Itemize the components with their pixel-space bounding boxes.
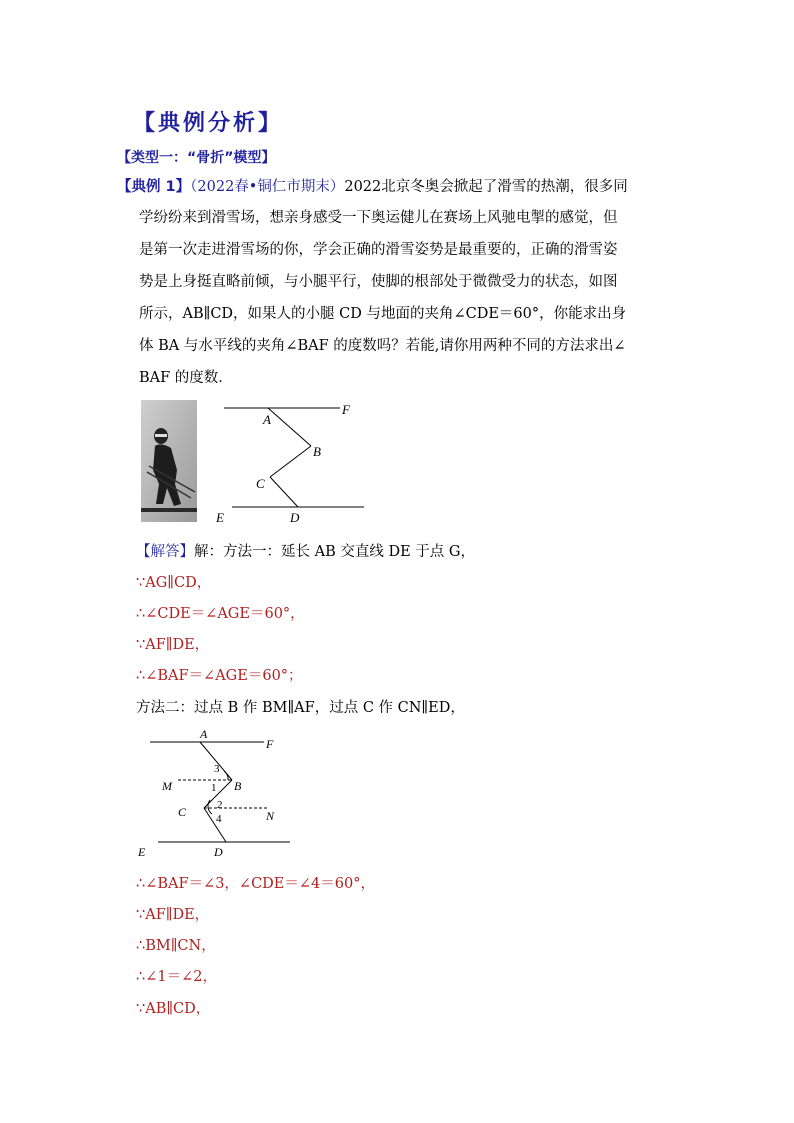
problem-line-3: 是第一次走进滑雪场的你，学会正确的滑雪姿势是最重要的，正确的滑雪姿 [139, 242, 618, 258]
method1-line-1: ∵AG∥CD， [136, 575, 212, 591]
fig2-label-b: B [234, 779, 242, 793]
section-title: 【典例分析】 [133, 111, 284, 136]
fig2-label-e: E [138, 845, 146, 859]
angle-label-1: 1 [211, 782, 217, 794]
method1-line-4: ∴∠BAF＝∠AGE＝60°； [136, 668, 303, 684]
example-source: （2022春•铜仁市期末） [190, 179, 345, 195]
fig2-label-c: C [178, 805, 187, 819]
problem-line-7: BAF 的度数． [139, 370, 233, 386]
method2-line-2: ∵AF∥DE， [136, 907, 210, 923]
problem-line-5: 所示，AB∥CD，如果人的小腿 CD 与地面的夹角∠CDE＝60°，你能求出身 [139, 306, 627, 322]
skier-photo [141, 400, 197, 522]
type-title: 【类型一：“骨折”模型】 [117, 150, 276, 166]
method1-line-2: ∴∠CDE＝∠AGE＝60°， [136, 606, 305, 622]
fig1-label-b: B [313, 444, 321, 459]
fig2-label-n: N [266, 809, 275, 823]
problem-line-1 [117, 175, 628, 196]
figure-1 [212, 400, 372, 530]
fig2-label-m: M [162, 779, 172, 793]
fig1-label-a: A [263, 412, 271, 427]
fig2-label-d: D [214, 845, 223, 859]
method2-line-3: ∴BM∥CN， [136, 938, 216, 954]
method2-line-4: ∴∠1＝∠2， [136, 969, 217, 985]
answer-intro-line [136, 540, 475, 561]
answer-intro: 解：方法一：延长 AB 交直线 DE 于点 G， [194, 544, 475, 560]
problem-line-2: 学纷纷来到滑雪场，想亲身感受一下奥运健儿在赛场上风驰电掣的感觉，但 [139, 210, 618, 226]
fig1-label-e: E [216, 510, 224, 525]
method2-line-1: ∴∠BAF＝∠3，∠CDE＝∠4＝60°， [136, 876, 375, 892]
fig2-label-a: A [200, 727, 208, 741]
fig1-label-c: C [256, 476, 265, 491]
angle-label-4: 4 [216, 813, 222, 825]
method2-intro: 方法二：过点 B 作 BM∥AF，过点 C 作 CN∥ED， [136, 700, 465, 716]
example-label: 【典例 1】 [117, 179, 191, 195]
problem-text: 2022北京冬奥会掀起了滑雪的热潮，很多同 [344, 179, 628, 195]
method1-line-3: ∵AF∥DE， [136, 637, 210, 653]
answer-label: 【解答】 [136, 544, 194, 560]
method2-line-5: ∵AB∥CD， [136, 1001, 211, 1017]
fig2-label-f: F [266, 737, 274, 751]
problem-line-4: 势是上身挺直略前倾，与小腿平行，使脚的根部处于微微受力的状态，如图 [139, 274, 618, 290]
fig1-label-d: D [290, 510, 300, 525]
problem-line-6: 体 BA 与水平线的夹角∠BAF 的度数吗？若能,请你用两种不同的方法求出∠ [139, 338, 626, 354]
angle-label-3: 3 [214, 763, 220, 775]
fig1-label-f: F [342, 402, 350, 417]
angle-label-2: 2 [217, 799, 223, 811]
figure-2 [136, 722, 306, 862]
